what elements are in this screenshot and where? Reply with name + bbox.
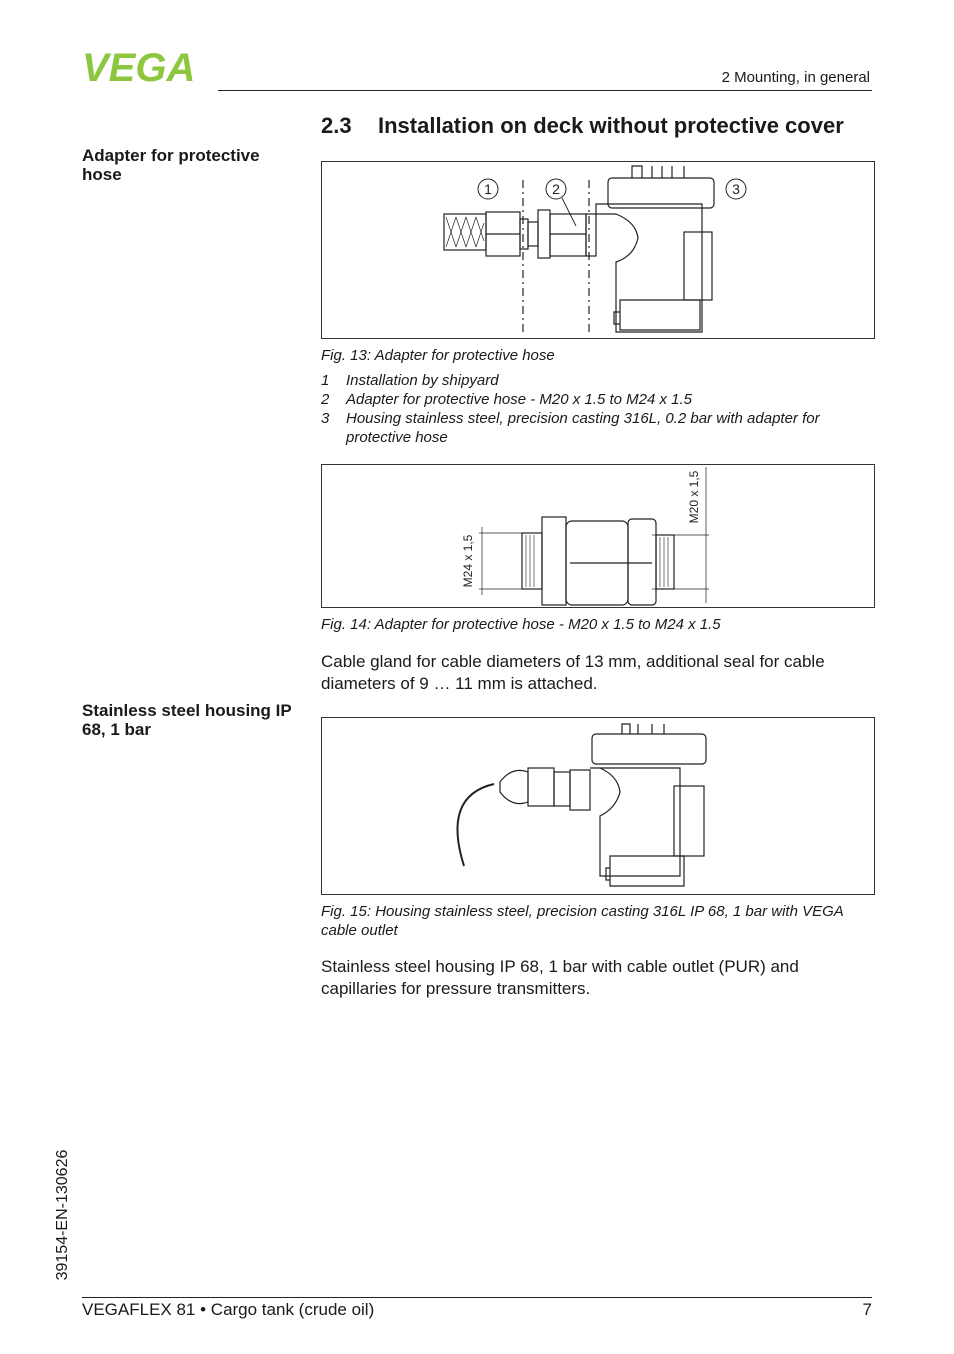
vega-logo [82,50,212,84]
dimension-m20: M20 x 1,5 [687,470,701,524]
cable [457,784,494,866]
legend-item: 1 Installation by shipyard [321,372,499,389]
document-id: 39154-EN-130626 [54,1149,71,1281]
housing-body [596,204,702,332]
hex-nut-right [628,519,656,605]
page-number: 7 [862,1300,872,1319]
callout-1: 1 [484,181,492,197]
logo-wordmark: VEGA [82,50,196,84]
housing-lid [592,734,706,764]
figure-15-caption: Fig. 15: Housing stainless steel, precision casting 316L IP 68, 1 bar with VEGA cable outlet [321,903,844,939]
thread-left [522,533,542,589]
footer-title: VEGAFLEX 81 • Cargo tank (crude oil) [82,1300,375,1319]
section-title: Installation on deck without protective cover [378,113,844,138]
paragraph-cable-gland: Cable gland for cable diameters of 13 mm, additional seal for cable diameters of 9 … 11 mm is attached. [321,652,825,693]
adapter-flange [538,210,550,258]
figure-15-drawing [321,717,875,895]
legend-item: 3 Housing stainless steel, precision casting 316L, 0.2 bar with adapter for protective hose [321,410,820,446]
dimension-m24: M24 x 1,5 [461,534,475,588]
callout-3: 3 [732,181,740,197]
section-number: 2.3 [321,113,352,138]
cable-outlet-tip [500,770,528,803]
flange [542,517,566,605]
figure-13-caption: Fig. 13: Adapter for protective hose [321,347,555,364]
legend-item: 2 Adapter for protective hose - M20 x 1.5 to M24 x 1.5 [321,391,693,408]
paragraph-housing: Stainless steel housing IP 68, 1 bar with cable outlet (PUR) and capillaries for pressure transmitters. [321,957,799,998]
callout-2: 2 [552,181,560,197]
figure-13-legend [321,371,871,447]
figure-13-drawing [321,161,875,339]
figure-14-drawing [321,464,875,608]
housing-body [590,768,680,876]
section-heading [321,113,844,139]
side-label-adapter: Adapter for protective hose [82,146,260,184]
footer-divider [82,1297,872,1298]
header-divider [218,90,872,91]
side-label-stainless: Stainless steel housing IP 68, 1 bar [82,701,292,739]
figure-14-caption: Fig. 14: Adapter for protective hose - M20 x 1.5 to M24 x 1.5 [321,616,721,633]
adapter-nut [550,214,586,256]
header-section-title: 2 Mounting, in general [721,69,870,86]
